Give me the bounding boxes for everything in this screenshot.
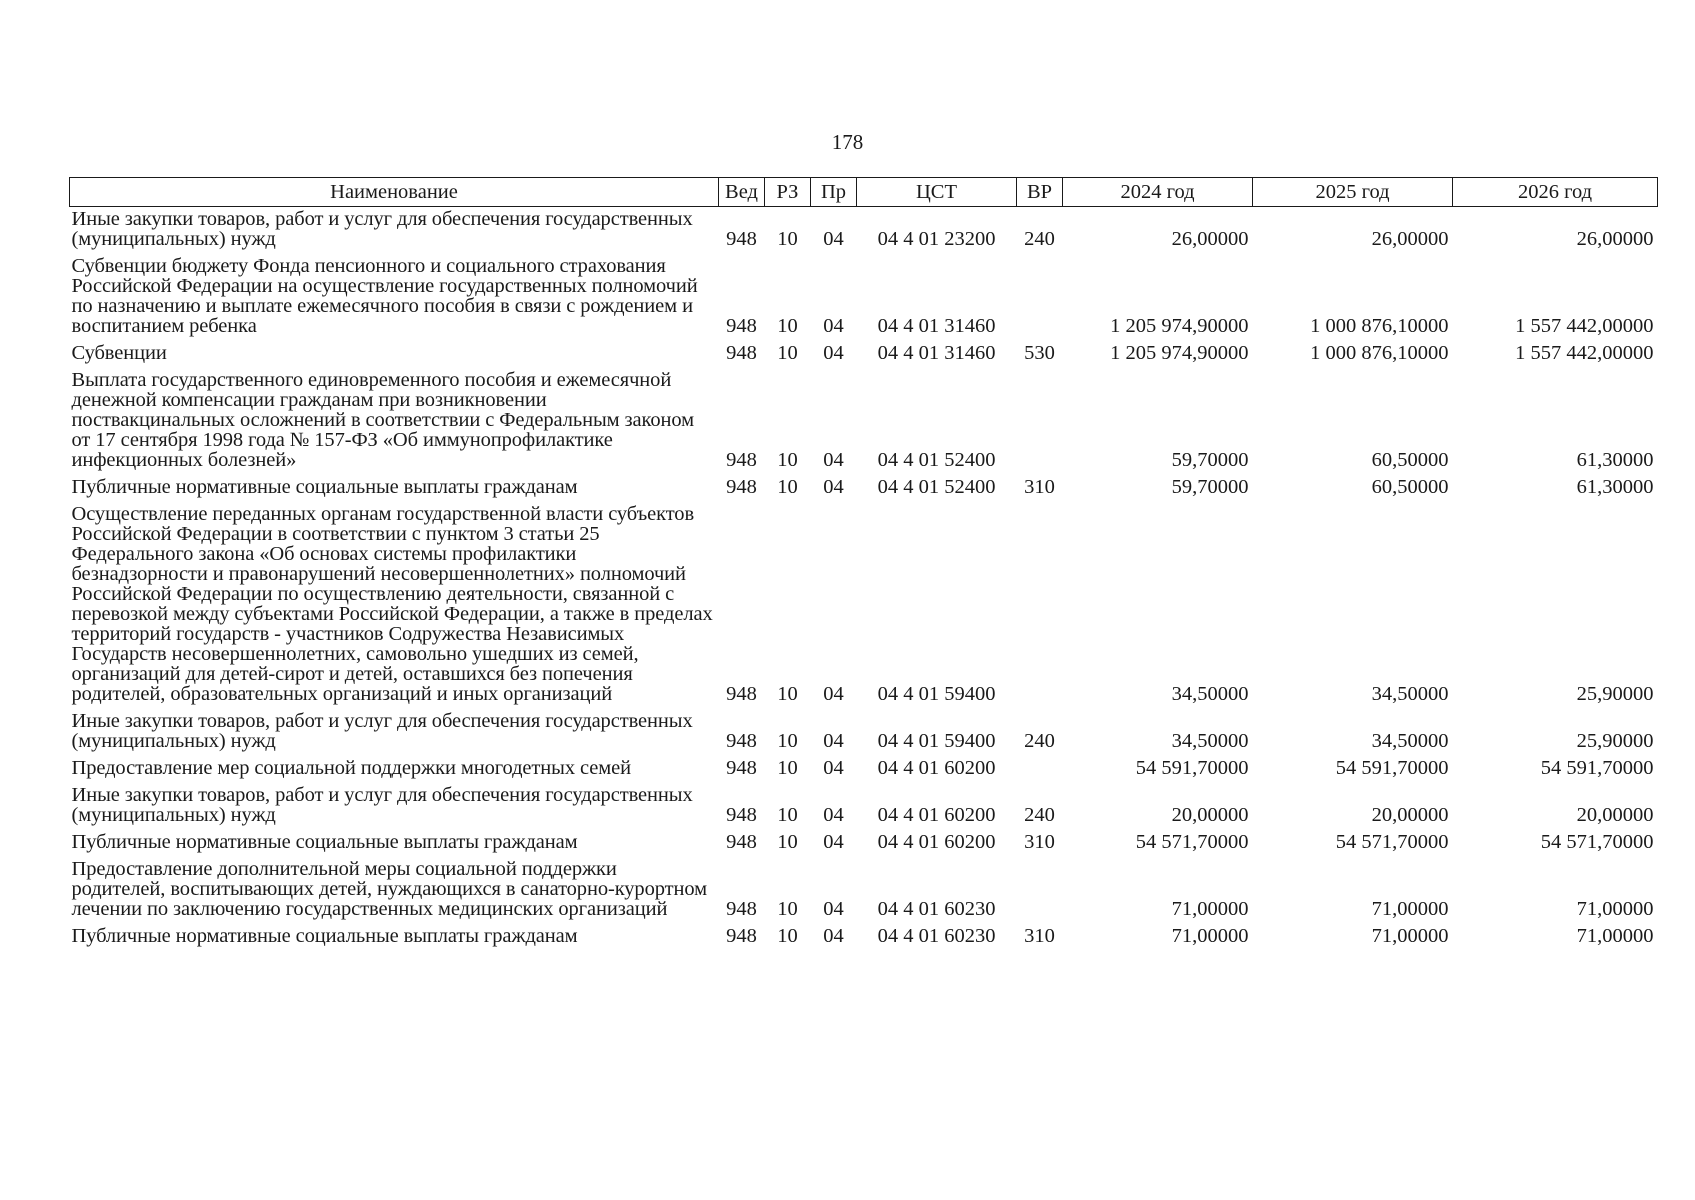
cell-2026: 20,00000 — [1576, 804, 1654, 826]
cell-2026: 54 591,70000 — [1540, 757, 1654, 779]
cell-2025: 1 000 876,10000 — [1310, 342, 1449, 364]
cell-2024: 54 571,70000 — [1135, 831, 1249, 853]
cell-2026: 71,00000 — [1576, 925, 1654, 947]
cell-vr: 240 — [1024, 228, 1055, 250]
cell-pr: 04 — [823, 831, 844, 853]
cell-ved: 948 — [726, 449, 757, 471]
budget-table — [69, 177, 1658, 951]
cell-vr — [1017, 254, 1063, 341]
cell-2025: 60,50000 — [1371, 476, 1449, 498]
cell-vr: 310 — [1024, 831, 1055, 853]
cell-ved: 948 — [726, 342, 757, 364]
table-row — [70, 924, 1658, 951]
cell-rz: 10 — [777, 757, 798, 779]
cell-rz: 10 — [777, 315, 798, 337]
cell-name: Иные закупки товаров, работ и услуг для обеспечения государственных (муниципальных) нужд — [71, 710, 693, 752]
cell-rz: 10 — [777, 342, 798, 364]
cell-vr — [1017, 756, 1063, 783]
cell-2025: 26,00000 — [1371, 228, 1449, 250]
table-row — [70, 830, 1658, 857]
cell-cst: 04 4 01 31460 — [877, 315, 996, 337]
cell-2026: 25,90000 — [1576, 730, 1654, 752]
cell-vr: 530 — [1024, 342, 1055, 364]
cell-2024: 1 205 974,90000 — [1110, 342, 1249, 364]
cell-pr: 04 — [823, 757, 844, 779]
cell-name: Предоставление мер социальной поддержки многодетных семей — [71, 757, 632, 779]
cell-2025: 34,50000 — [1371, 683, 1449, 705]
table-row — [70, 341, 1658, 368]
cell-vr: 240 — [1024, 730, 1055, 752]
cell-ved: 948 — [726, 757, 757, 779]
header-2025: 2025 год — [1253, 178, 1453, 207]
cell-vr: 310 — [1024, 925, 1055, 947]
cell-name: Публичные нормативные социальные выплаты гражданам — [71, 925, 578, 947]
cell-rz: 10 — [777, 476, 798, 498]
cell-2024: 54 591,70000 — [1135, 757, 1249, 779]
cell-2025: 54 571,70000 — [1335, 831, 1449, 853]
cell-vr: 310 — [1024, 476, 1055, 498]
cell-2024: 71,00000 — [1171, 898, 1249, 920]
cell-2026: 25,90000 — [1576, 683, 1654, 705]
cell-cst: 04 4 01 60200 — [877, 831, 996, 853]
cell-rz: 10 — [777, 228, 798, 250]
cell-ved: 948 — [726, 831, 757, 853]
cell-pr: 04 — [823, 315, 844, 337]
table-row — [70, 475, 1658, 502]
cell-2025: 71,00000 — [1371, 898, 1449, 920]
cell-2024: 59,70000 — [1171, 449, 1249, 471]
cell-cst: 04 4 01 31460 — [877, 342, 996, 364]
cell-ved: 948 — [726, 925, 757, 947]
cell-cst: 04 4 01 60200 — [877, 804, 996, 826]
cell-name: Выплата государственного единовременного пособия и ежемесячной денежной компенсации гражданам при возникновении поствакцинальных осложнений в соответствии с Федеральным законом от 17 сентября 1998 года № 157-ФЗ «Об иммунопрофилактике инфекционных болезней» — [71, 369, 695, 471]
cell-pr: 04 — [823, 804, 844, 826]
cell-rz: 10 — [777, 898, 798, 920]
cell-2026: 61,30000 — [1576, 449, 1654, 471]
header-rz: РЗ — [765, 178, 811, 207]
cell-2024: 34,50000 — [1171, 683, 1249, 705]
table-row — [70, 502, 1658, 709]
cell-name: Осуществление переданных органам государственной власти субъектов Российской Федерации в соответствии с пунктом 3 статьи 25 Федерального закона «Об основах системы профилактики безнадзорности и правонарушений несовершеннолетних» полномочий Российской Федерации по осуществлению деятельности, связанной с перевозкой между субъектами Российской Федерации, а также в пределах территорий государств - участников Содружества Независимых Государств несовершеннолетних, самовольно ушедших из семей, организаций для детей-сирот и детей, оставшихся без попечения родителей, образовательных организаций и иных организаций — [71, 503, 713, 705]
header-cst: ЦСТ — [857, 178, 1017, 207]
cell-cst: 04 4 01 59400 — [877, 730, 996, 752]
cell-name: Субвенции бюджету Фонда пенсионного и социального страхования Российской Федерации на осуществление государственных полномочий по назначению и выплате ежемесячного пособия в связи с рождением и воспитанием ребенка — [71, 255, 698, 337]
cell-pr: 04 — [823, 342, 844, 364]
cell-cst: 04 4 01 23200 — [877, 228, 996, 250]
table-row — [70, 207, 1658, 255]
cell-ved: 948 — [726, 315, 757, 337]
header-ved: Вед — [719, 178, 765, 207]
header-name: Наименование — [70, 178, 719, 207]
table-row — [70, 368, 1658, 475]
cell-name: Иные закупки товаров, работ и услуг для обеспечения государственных (муниципальных) нужд — [71, 208, 693, 250]
cell-pr: 04 — [823, 925, 844, 947]
cell-2026: 54 571,70000 — [1540, 831, 1654, 853]
cell-cst: 04 4 01 60200 — [877, 757, 996, 779]
cell-2025: 60,50000 — [1371, 449, 1449, 471]
cell-2025: 34,50000 — [1371, 730, 1449, 752]
table-row — [70, 756, 1658, 783]
cell-name: Иные закупки товаров, работ и услуг для обеспечения государственных (муниципальных) нужд — [71, 784, 693, 826]
header-vr: ВР — [1017, 178, 1063, 207]
cell-cst: 04 4 01 59400 — [877, 683, 996, 705]
cell-ved: 948 — [726, 898, 757, 920]
cell-pr: 04 — [823, 898, 844, 920]
cell-2026: 1 557 442,00000 — [1515, 315, 1654, 337]
cell-2024: 59,70000 — [1171, 476, 1249, 498]
cell-cst: 04 4 01 60230 — [877, 925, 996, 947]
table-row — [70, 783, 1658, 830]
cell-vr — [1017, 857, 1063, 924]
cell-rz: 10 — [777, 831, 798, 853]
cell-vr — [1017, 368, 1063, 475]
header-2026: 2026 год — [1453, 178, 1658, 207]
cell-2024: 26,00000 — [1171, 228, 1249, 250]
cell-name: Публичные нормативные социальные выплаты гражданам — [71, 831, 578, 853]
cell-name: Публичные нормативные социальные выплаты гражданам — [71, 476, 578, 498]
cell-2026: 1 557 442,00000 — [1515, 342, 1654, 364]
cell-2026: 26,00000 — [1576, 228, 1654, 250]
cell-vr — [1017, 502, 1063, 709]
table-row — [70, 857, 1658, 924]
cell-2025: 1 000 876,10000 — [1310, 315, 1449, 337]
cell-pr: 04 — [823, 449, 844, 471]
table-body — [70, 207, 1658, 952]
cell-ved: 948 — [726, 683, 757, 705]
cell-rz: 10 — [777, 804, 798, 826]
cell-rz: 10 — [777, 925, 798, 947]
cell-ved: 948 — [726, 730, 757, 752]
cell-2025: 54 591,70000 — [1335, 757, 1449, 779]
table-row — [70, 254, 1658, 341]
cell-ved: 948 — [726, 476, 757, 498]
cell-pr: 04 — [823, 476, 844, 498]
cell-2026: 61,30000 — [1576, 476, 1654, 498]
cell-ved: 948 — [726, 804, 757, 826]
cell-name: Субвенции — [71, 342, 167, 364]
table-header — [70, 178, 1658, 207]
table-row — [70, 709, 1658, 756]
cell-pr: 04 — [823, 228, 844, 250]
header-pr: Пр — [811, 178, 857, 207]
cell-ved: 948 — [726, 228, 757, 250]
cell-2024: 34,50000 — [1171, 730, 1249, 752]
cell-rz: 10 — [777, 449, 798, 471]
cell-2025: 71,00000 — [1371, 925, 1449, 947]
cell-2024: 71,00000 — [1171, 925, 1249, 947]
cell-name: Предоставление дополнительной меры социальной поддержки родителей, воспитывающих детей, нуждающихся в санаторно-курортном лечении по заключению государственных медицинских организаций — [71, 858, 707, 920]
cell-cst: 04 4 01 52400 — [877, 449, 996, 471]
cell-cst: 04 4 01 60230 — [877, 898, 996, 920]
cell-pr: 04 — [823, 683, 844, 705]
cell-2026: 71,00000 — [1576, 898, 1654, 920]
header-2024: 2024 год — [1063, 178, 1253, 207]
cell-rz: 10 — [777, 730, 798, 752]
page-number: 178 — [831, 130, 864, 154]
cell-pr: 04 — [823, 730, 844, 752]
cell-2025: 20,00000 — [1371, 804, 1449, 826]
cell-2024: 1 205 974,90000 — [1110, 315, 1249, 337]
cell-vr: 240 — [1024, 804, 1055, 826]
cell-rz: 10 — [777, 683, 798, 705]
cell-2024: 20,00000 — [1171, 804, 1249, 826]
cell-cst: 04 4 01 52400 — [877, 476, 996, 498]
